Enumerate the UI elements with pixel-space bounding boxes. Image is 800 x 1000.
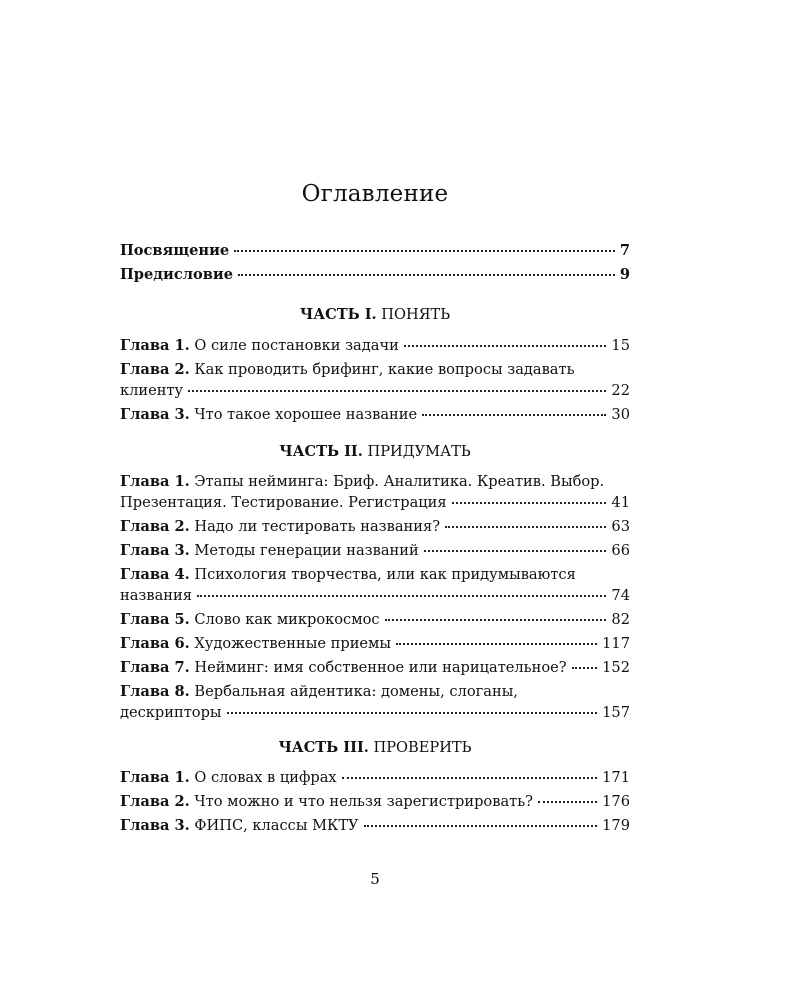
entry-page-number: 22 <box>611 382 630 399</box>
dot-leader <box>342 777 597 779</box>
dot-leader <box>238 274 615 276</box>
front-matter-list <box>120 240 630 285</box>
entry-page-number: 15 <box>611 337 630 354</box>
entry-page-number: 157 <box>602 704 630 721</box>
entry-page-number: 30 <box>611 406 630 423</box>
dot-leader <box>197 595 606 597</box>
dot-leader <box>364 825 598 827</box>
entry-page-number: 171 <box>602 769 630 786</box>
part-number: ЧАСТЬ II. <box>279 443 363 460</box>
chapter-title: Что такое хорошее название <box>194 406 418 423</box>
part-2-chapters <box>120 471 630 723</box>
chapter-number: Глава 3. <box>120 542 190 559</box>
dot-leader <box>227 712 598 714</box>
chapter-title: О словах в цифрах <box>194 769 337 786</box>
dot-leader <box>422 414 606 416</box>
dot-leader <box>538 801 597 803</box>
chapter-title: Как проводить брифинг, какие вопросы задавать <box>194 361 575 378</box>
page-title: Оглавление <box>301 181 449 207</box>
entry-page-number: 7 <box>619 242 630 259</box>
chapter-title: Слово как микрокосмос <box>194 611 380 628</box>
entry-page-number: 63 <box>611 518 630 535</box>
chapter-number: Глава 8. <box>120 683 190 700</box>
chapter-number: Глава 1. <box>120 337 190 354</box>
dot-leader <box>572 667 598 669</box>
part-number: ЧАСТЬ III. <box>278 739 369 756</box>
dot-leader <box>445 526 606 528</box>
chapter-number: Глава 3. <box>120 406 190 423</box>
dot-leader <box>396 643 597 645</box>
entry-page-number: 152 <box>602 659 630 676</box>
chapter-title-cont: дескрипторы <box>120 704 222 721</box>
toc-entry[interactable] <box>120 335 630 356</box>
part-heading <box>0 739 750 756</box>
dot-leader <box>424 550 607 552</box>
chapter-number: Глава 5. <box>120 611 190 628</box>
chapter-title: Методы генерации названий <box>194 542 419 559</box>
part-number: ЧАСТЬ I. <box>299 306 377 323</box>
entry-label: Посвящение <box>120 242 230 259</box>
toc-entry[interactable] <box>120 359 630 401</box>
dot-leader <box>404 345 607 347</box>
chapter-title: Художественные приемы <box>194 635 392 652</box>
chapter-title: Психология творчества, или как придумываются <box>194 566 576 583</box>
chapter-title-cont: Презентация. Тестирование. Регистрация <box>120 494 447 511</box>
chapter-number: Глава 6. <box>120 635 190 652</box>
toc-entry[interactable] <box>120 681 630 723</box>
part-1-chapters <box>120 335 630 425</box>
chapter-title: О силе постановки задачи <box>194 337 399 354</box>
entry-page-number: 41 <box>611 494 630 511</box>
chapter-number: Глава 2. <box>120 518 190 535</box>
chapter-title: Этапы нейминга: Бриф. Аналитика. Креатив. Выбор. <box>194 473 605 490</box>
dot-leader <box>385 619 607 621</box>
part-3-chapters <box>120 767 630 836</box>
chapter-title: ФИПС, классы МКТУ <box>194 817 359 834</box>
toc-entry[interactable] <box>120 767 630 788</box>
dot-leader <box>234 250 615 252</box>
entry-page-number: 66 <box>611 542 630 559</box>
entry-page-number: 179 <box>602 817 630 834</box>
chapter-title-cont: клиенту <box>120 382 184 399</box>
part-name: ПРОВЕРИТЬ <box>373 739 472 756</box>
toc-entry[interactable] <box>120 791 630 812</box>
toc-entry-dedication[interactable] <box>120 240 630 261</box>
chapter-number: Глава 4. <box>120 566 190 583</box>
dot-leader <box>188 390 606 392</box>
chapter-number: Глава 2. <box>120 361 190 378</box>
page-number: 5 <box>370 870 380 888</box>
toc-entry[interactable] <box>120 609 630 630</box>
chapter-title-cont: названия <box>120 587 192 604</box>
toc-entry[interactable] <box>120 633 630 654</box>
chapter-number: Глава 1. <box>120 769 190 786</box>
part-name: ПРИДУМАТЬ <box>367 443 471 460</box>
toc-entry[interactable] <box>120 815 630 836</box>
chapter-title: Нейминг: имя собственное или нарицательное? <box>194 659 567 676</box>
part-heading <box>0 443 750 460</box>
chapter-title: Что можно и что нельзя зарегистрировать? <box>194 793 533 810</box>
chapter-title: Вербальная айдентика: домены, слоганы, <box>194 683 518 700</box>
toc-entry[interactable] <box>120 404 630 425</box>
part-heading <box>0 306 750 323</box>
chapter-number: Глава 2. <box>120 793 190 810</box>
chapter-number: Глава 3. <box>120 817 190 834</box>
entry-page-number: 82 <box>611 611 630 628</box>
part-name: ПОНЯТЬ <box>381 306 451 323</box>
chapter-number: Глава 1. <box>120 473 190 490</box>
entry-page-number: 176 <box>602 793 630 810</box>
chapter-title: Надо ли тестировать названия? <box>194 518 441 535</box>
toc-entry[interactable] <box>120 657 630 678</box>
chapter-number: Глава 7. <box>120 659 190 676</box>
toc-entry-preface[interactable] <box>120 264 630 285</box>
entry-page-number: 9 <box>619 266 630 283</box>
toc-entry[interactable] <box>120 540 630 561</box>
toc-entry[interactable] <box>120 564 630 606</box>
toc-entry[interactable] <box>120 516 630 537</box>
entry-page-number: 117 <box>602 635 630 652</box>
toc-entry[interactable] <box>120 471 630 513</box>
entry-label: Предисловие <box>120 266 233 283</box>
dot-leader <box>452 502 607 504</box>
entry-page-number: 74 <box>611 587 630 604</box>
